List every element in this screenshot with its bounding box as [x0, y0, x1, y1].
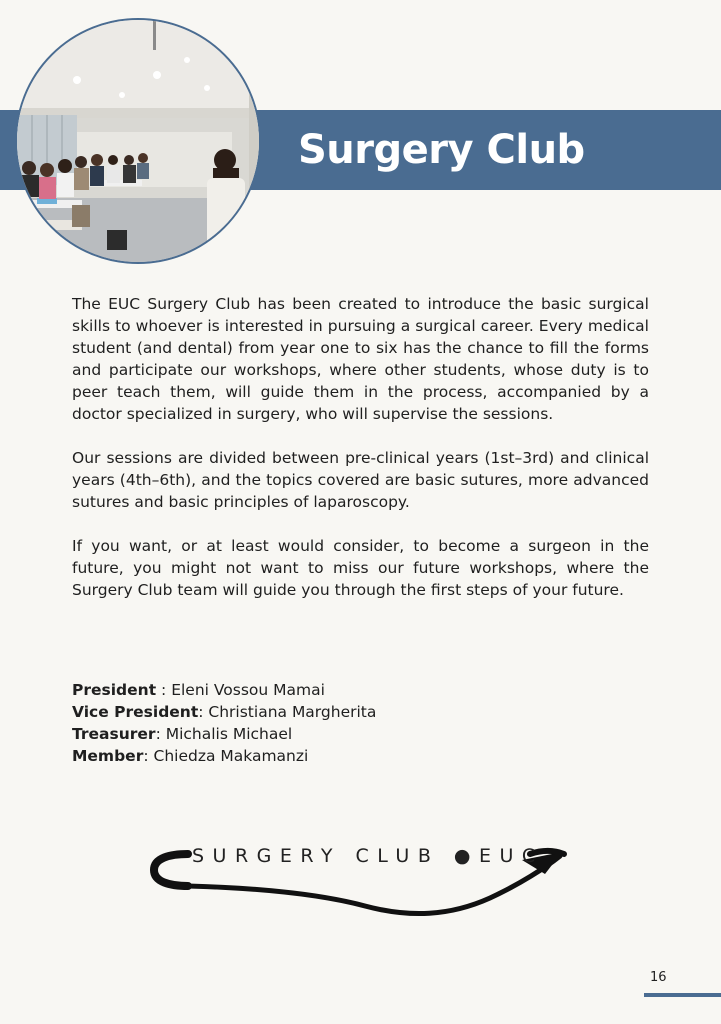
description-paragraph-2: Our sessions are divided between pre-clinical years (1st–3rd) and clinical years (4th–6th), and the topics covered are basic sutures, more advanced sutures and basic principles of laparoscopy.: [72, 449, 649, 511]
officer-separator: :: [155, 725, 166, 743]
description-paragraph-3: If you want, or at least would consider, to become a surgeon in the future, you might not want to miss our future workshops, where the Surgery Club team will guide you through the first steps of your future.: [72, 537, 649, 599]
officer-president: [72, 679, 472, 701]
officer-member: [72, 745, 472, 767]
officers-list: [72, 679, 472, 767]
officer-role: Treasurer: [72, 725, 156, 743]
officer-vice-president: [72, 701, 472, 723]
logo-wordmark: SURGERY CLUB ●EUC: [192, 845, 544, 867]
officer-separator: :: [156, 681, 172, 699]
description-paragraph-1: The EUC Surgery Club has been created to introduce the basic surgical skills to whoever is interested in pursuing a surgical career. Every medical student (and dental) from year one to six has the chance to fill the forms and participate our workshops, where other students, whose duty is to peer teach them, will guide them in the process, accompanied by a doctor specialized in surgery, who will supervise the sessions.: [72, 295, 649, 423]
officer-treasurer: [72, 723, 472, 745]
officer-role: Vice President: [72, 703, 199, 721]
officer-role: Member: [72, 747, 144, 765]
officer-name: Michalis Michael: [165, 725, 293, 743]
officer-role: President: [72, 681, 157, 699]
page-number: 16: [650, 970, 667, 985]
page-title: Surgery Club: [298, 127, 585, 173]
officer-name: Eleni Vossou Mamai: [171, 681, 325, 699]
classroom-photo-illustration: [17, 20, 261, 264]
officer-name: Christiana Margherita: [208, 703, 377, 721]
club-description: [72, 293, 649, 623]
officer-name: Chiedza Makamanzi: [153, 747, 309, 765]
officer-separator: :: [198, 703, 209, 721]
page-number-underline: [644, 993, 721, 997]
club-photo: [15, 18, 261, 264]
officer-separator: :: [143, 747, 154, 765]
